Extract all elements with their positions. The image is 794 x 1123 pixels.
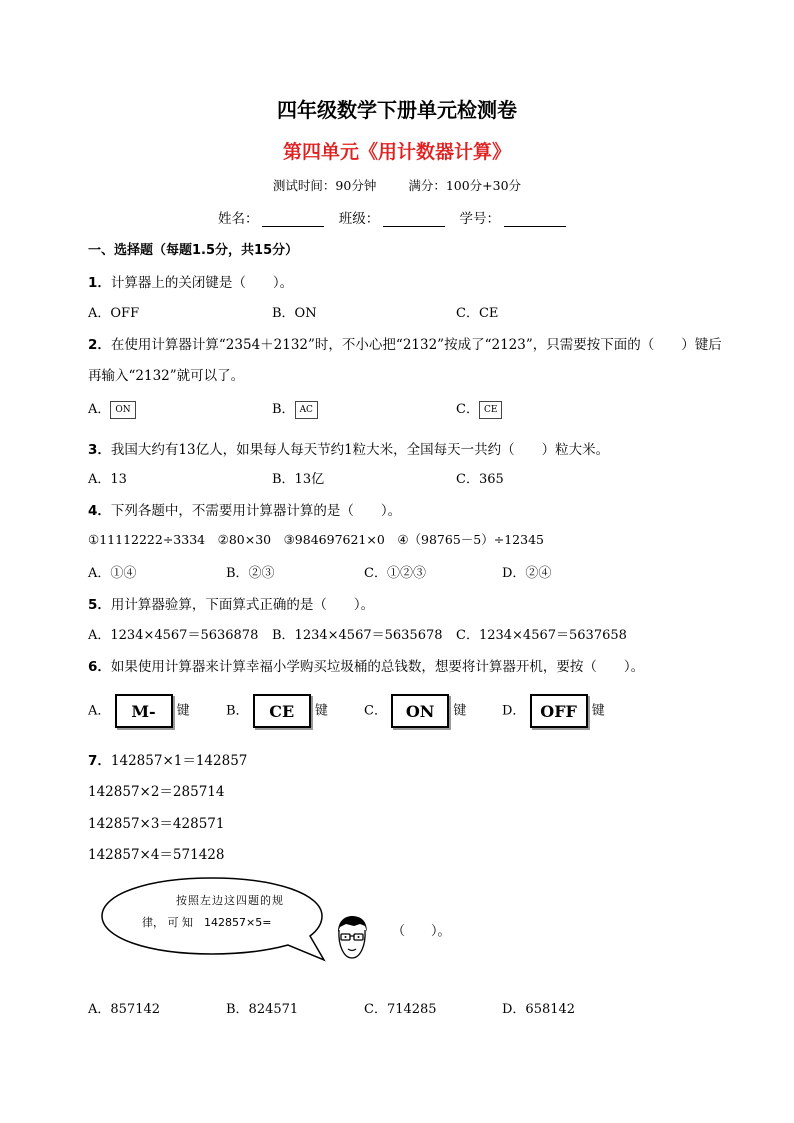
q5-option-a[interactable]: A．1234×4567＝5636878 <box>88 628 259 643</box>
id-label: 学号： <box>459 211 501 227</box>
page-subtitle: 第四单元《用计数器计算》 <box>282 141 511 163</box>
q7-line1: 142857×1＝142857 <box>110 753 248 769</box>
q3-option-b[interactable]: B．13亿 <box>272 472 325 487</box>
q4-option-c[interactable]: C．①②③ <box>364 566 426 581</box>
m-minus-key-icon: M- <box>115 694 173 728</box>
question-6 <box>88 655 644 675</box>
q4-text: 下列各题中，不需要用计算器计算的是（ ）。 <box>110 503 402 519</box>
q6-option-a[interactable] <box>88 694 190 728</box>
q6-c-label: C． <box>364 703 387 719</box>
q1-num: 1． <box>88 275 111 291</box>
ce-big-key-icon: CE <box>253 694 311 728</box>
test-time: 测试时间：90分钟 <box>272 178 377 193</box>
q2-option-a[interactable] <box>88 398 136 419</box>
test-meta <box>0 176 794 194</box>
question-4 <box>88 499 401 519</box>
q2-option-c[interactable] <box>456 398 502 419</box>
q2-text-line2: 再输入“2132”就可以了。 <box>88 368 245 384</box>
boy-face-icon <box>332 912 372 964</box>
q3-option-c[interactable]: C．365 <box>456 472 504 487</box>
bubble-text-2: 律， 可 知 142857×5= <box>142 916 272 929</box>
q5-num: 5． <box>88 597 111 613</box>
q2-b-label: B． <box>272 402 295 417</box>
ce-key-icon: CE <box>479 401 502 419</box>
q1-text: 计算器上的关闭键是（ ）。 <box>110 275 294 291</box>
q4-items: ①11112222÷3334 ②80×30 ③984697621×0 ④（98765－5）÷12345 <box>88 532 544 547</box>
q7-line3: 142857×3＝428571 <box>88 816 225 832</box>
q6-d-suffix: 键 <box>591 703 605 719</box>
q6-option-b[interactable] <box>226 694 328 728</box>
q2-text: 在使用计算器计算“2354＋2132”时，不小心把“2132”按成了“2123”，只需要按下面的（ ）键后 <box>110 337 722 353</box>
off-big-key-icon: OFF <box>530 694 588 728</box>
q7-option-c[interactable]: C．714285 <box>364 1002 437 1017</box>
q1-option-a[interactable]: A．OFF <box>88 306 140 321</box>
test-score: 满分：100分+30分 <box>408 178 522 193</box>
q7-line2: 142857×2＝285714 <box>88 784 225 800</box>
q6-d-label: D． <box>502 703 526 719</box>
class-blank[interactable] <box>383 212 445 227</box>
q2-option-b[interactable] <box>272 398 318 419</box>
student-info <box>0 207 794 227</box>
q7-answer-blank[interactable]: （ ）。 <box>392 924 451 939</box>
q6-b-suffix: 键 <box>314 703 328 719</box>
q7-line4: 142857×4＝571428 <box>88 847 225 863</box>
q6-b-label: B． <box>226 703 249 719</box>
q5-text: 用计算器验算，下面算式正确的是（ ）。 <box>110 597 375 613</box>
id-blank[interactable] <box>504 212 566 227</box>
q2-c-label: C． <box>456 402 479 417</box>
q4-option-b[interactable]: B．②③ <box>226 566 275 581</box>
q6-a-suffix: 键 <box>176 703 190 719</box>
bubble-text-1: 按照左边这四题的规 <box>176 894 284 907</box>
q6-num: 6． <box>88 659 111 675</box>
q3-num: 3． <box>88 442 111 458</box>
section-heading: 一、选择题（每题1.5分，共15分） <box>88 243 299 258</box>
on-big-key-icon: ON <box>391 694 449 728</box>
q5-option-c[interactable]: C．1234×4567＝5637658 <box>456 628 627 643</box>
question-7 <box>88 749 247 769</box>
question-5 <box>88 593 374 613</box>
q6-c-suffix: 键 <box>453 703 467 719</box>
q7-option-b[interactable]: B．824571 <box>226 1002 299 1017</box>
q2-num: 2． <box>88 337 111 353</box>
q4-option-d[interactable]: D．②④ <box>502 566 552 581</box>
q5-option-b[interactable]: B．1234×4567＝5635678 <box>272 628 443 643</box>
q1-option-c[interactable]: C．CE <box>456 306 499 321</box>
q6-a-label: A． <box>88 703 111 719</box>
q6-text: 如果使用计算器来计算幸福小学购买垃圾桶的总钱数，想要将计算器开机，要按（ ）。 <box>110 659 645 675</box>
q7-option-d[interactable]: D．658142 <box>502 1002 576 1017</box>
q4-num: 4． <box>88 503 111 519</box>
question-2 <box>88 333 722 353</box>
q6-option-d[interactable] <box>502 694 605 728</box>
q3-option-a[interactable]: A．13 <box>88 472 127 487</box>
q6-option-c[interactable] <box>364 694 466 728</box>
name-blank[interactable] <box>262 212 324 227</box>
q4-option-a[interactable]: A．①④ <box>88 566 137 581</box>
q7-num: 7． <box>88 753 111 769</box>
ac-key-icon: AC <box>295 401 318 419</box>
q2-a-label: A． <box>88 402 111 417</box>
class-label: 班级： <box>338 211 380 227</box>
q1-option-b[interactable]: B．ON <box>272 306 317 321</box>
name-label: 姓名： <box>217 211 259 227</box>
question-3 <box>88 438 609 458</box>
question-1 <box>88 271 293 291</box>
q7-option-a[interactable]: A．857142 <box>88 1002 161 1017</box>
on-key-icon: ON <box>110 401 135 419</box>
q3-text: 我国大约有13亿人，如果每人每天节约1粒大米，全国每天一共约（ ）粒大米。 <box>110 442 610 458</box>
page-title: 四年级数学下册单元检测卷 <box>277 98 517 122</box>
